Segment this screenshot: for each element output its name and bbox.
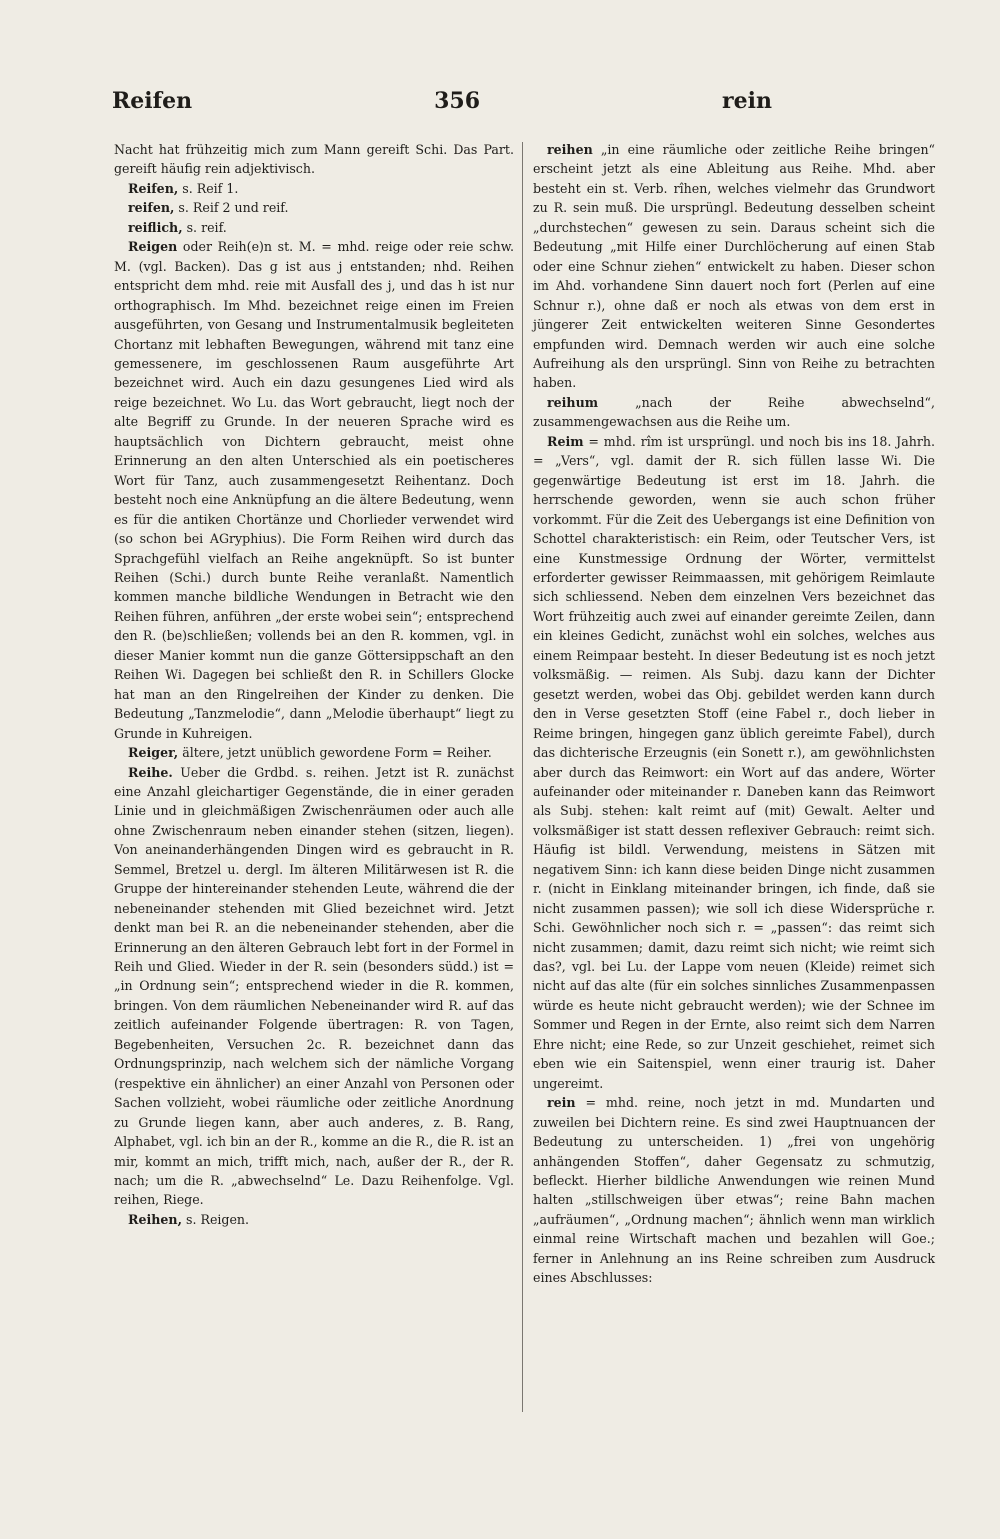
entry-headword: reihen: [547, 142, 593, 157]
entry-text: s. Reigen.: [181, 1211, 250, 1227]
header-left-word: Reifen: [112, 88, 193, 114]
entry-headword: Reihe.: [128, 764, 173, 780]
entry-text: Nacht hat frühzeitig mich zum Mann gereift Schi. Das Part. gereift häufig rein adjektivisch.: [114, 142, 514, 177]
entry-text: s. reif.: [182, 219, 227, 235]
entry-headword: reifen,: [128, 200, 175, 216]
entry-text: s. Reif 2 und reif.: [174, 200, 289, 216]
page-header: [112, 88, 772, 122]
entry: [114, 237, 514, 743]
entry-headword: reiflich,: [128, 219, 183, 235]
entry-headword: reihum: [547, 394, 599, 410]
entry: [114, 1210, 514, 1229]
column-divider: [522, 142, 523, 1412]
entry: [533, 1093, 935, 1288]
entry: [114, 763, 514, 1210]
entry: [114, 179, 514, 198]
entry: [114, 198, 514, 217]
entry-headword: Reiger,: [128, 745, 179, 761]
page-number: 356: [434, 88, 481, 114]
entry: [533, 140, 935, 393]
entry-headword: Reifen,: [128, 180, 179, 196]
entry-text: Ueber die Grdbd. s. reihen. Jetzt ist R. zunächst eine Anzahl gleichartiger Gegenstände, die in einer geraden Linie und in gleichmäßigen Zwischenräumen oder auch alle ohne Zwischenraum neben einander stehen (sitzen, liegen). Von aneinanderhängenden Dingen wird es gebraucht in R. Semmel, Bretzel u. dergl. Im älteren Militärwesen ist R. die Gruppe der hintereinander stehenden Leute, während die der nebeneinander stehenden mit Glied bezeichnet wird. Jetzt denkt man bei R. an die nebeneinander stehenden, aber die Erinnerung an den älteren Gebrauch lebt fort in der Formel in Reih und Glied. Wieder in der R. sein (besonders südd.) ist = „in Ordnung sein“; entsprechend wieder in die R. kommen, bringen. Von dem räumlichen Nebeneinander wird R. auf das zeitlich aufeinander Folgende übertragen: R. von Tagen, Begebenheiten, Versuchen 2c. R. bezeichnet dann das Ordnungsprinzip, nach welchem sich der nämliche Vorgang (respektive ein ähnlicher) an einer Anzahl von Personen oder Sachen vollzieht, wobei räumliche oder zeitliche Anordnung zu Grunde liegen kann, aber auch anderes, z. B. Rang, Alphabet, vgl. ich bin an der R., komme an die R., die R. ist an mir, kommt an mich, trifft mich, nach, außer der R., der R. nach; um die R. „abwechselnd“ Le. Dazu Reihenfolge. Vgl. reihen, Riege.: [114, 764, 514, 1208]
entry-text: s. Reif 1.: [178, 180, 239, 196]
entry-headword: Reihen,: [128, 1211, 182, 1227]
entry-text: „nach der Reihe abwechselnd“, zusammengewachsen aus die Reihe um.: [533, 394, 935, 430]
entry-text: „in eine räumliche oder zeitliche Reihe bringen“ erscheint jetzt als eine Ableitung aus Reihe. Mhd. aber besteht ein st. Verb. rîhen, welches vielmehr das Grundwort zu R. sein muß. Die ursprüngl. Bedeutung desselben scheint „durchstechen“ gewesen zu sein. Daraus scheint sich die Bedeutung „mit Hilfe einer Durchlöcherung auf einen Stab oder eine Schnur ziehen“ entwickelt zu haben. Dieser schon im Ahd. vorhandene Sinn dauert noch fort (Perlen auf eine Schnur r.), ohne daß er noch als etwas von dem erst in jüngerer Zeit entwickelten weiteren Sinne Gesondertes empfunden wird. Demnach werden wir auch eine solche Aufreihung als den ursprüngl. Sinn von Reihe zu betrachten haben.: [533, 142, 935, 391]
header-right-word: rein: [722, 88, 772, 114]
entry-text: oder Reih(e)n st. M. = mhd. reige oder reie schw. M. (vgl. Backen). Das g ist aus j entstanden; nhd. Reihen entspricht dem mhd. reie mit Ausfall des j, und das h ist nur orthographisch. Im Mhd. bezeichnet reige einen im Freien ausgeführten, von Gesang und Instrumentalmusik begleiteten Chortanz mit lebhaften Bewegungen, während mit tanz eine gemessenere, im geschlossenen Raum ausgeführte Art bezeichnet wird. Auch ein dazu gesungenes Lied wird als reige bezeichnet. Wo Lu. das Wort gebraucht, liegt noch der alte Begriff zu Grunde. In der neueren Sprache wird es hauptsächlich von Dichtern gebraucht, meist ohne Erinnerung an den alten Unterschied als ein poetischeres Wort für Tanz, auch zusammengesetzt Reihentanz. Doch besteht noch eine Anknüpfung an die ältere Bedeutung, wenn es für die antiken Chortänze und Chorlieder verwendet wird (so schon bei AGryphius). Die Form Reihen wird durch das Sprachgefühl vielfach an Reihe angeknüpft. So ist bunter Reihen (Schi.) durch bunte Reihe veranlaßt. Namentlich kommen manche bildliche Wendungen in Betracht wie den Reihen führen, anführen „der erste wobei sein“; entsprechend den R. (be)schließen; vollends bei an den R. kommen, vgl. in dieser Manier kommt nun die ganze Göttersippschaft an den Reihen Wi. Dagegen bei schließt den R. in Schillers Glocke hat man an den Ringelreihen der Kinder zu denken. Die Bedeutung „Tanzmelodie“, dann „Melodie überhaupt“ liegt zu Grunde in Kuhreigen.: [114, 239, 514, 741]
entry: [114, 218, 514, 237]
entry: [533, 393, 935, 432]
left-column: [114, 140, 514, 1229]
entry-continuation: [114, 140, 514, 179]
entry: [533, 432, 935, 1093]
entry-headword: rein: [547, 1095, 576, 1111]
entry-headword: Reim: [547, 433, 584, 449]
entry: [114, 743, 514, 762]
entry-text: = mhd. rîm ist ursprüngl. und noch bis ins 18. Jahrh. = „Vers“, vgl. damit der R. sich füllen lasse Wi. Die gegenwärtige Bedeutung ist erst im 18. Jahrh. die herrschende geworden, wenn sie auch schon früher vorkommt. Für die Zeit des Uebergangs ist eine Definition von Schottel charakteristisch: ein Reim, oder Teutscher Vers, ist eine Kunstmessige Ordnung der Wörter, vermittelst erforderter gewisser Reimmaassen, mit gehörigem Reimlaute sich schliessend. Neben dem einzelnen Vers bezeichnet das Wort frühzeitig auch zwei auf einander gereimte Zeilen, dann ein kleines Gedicht, zunächst wohl ein solches, welches aus einem Reimpaar besteht. In dieser Bedeutung ist es noch jetzt volksmäßig. — reimen. Als Subj. dazu kann der Dichter gesetzt werden, wobei das Obj. gebildet werden kann durch den in Verse gesetzten Stoff (eine Fabel r., doch lieber in Reime bringen, hingegen ganz üblich gereimte Fabel), durch das dichterische Erzeugnis (ein Sonett r.), am gewöhnlichsten aber durch das Reimwort: ein Wort auf das andere, Wörter aufeinander oder miteinander r. Daneben kann das Reimwort als Subj. stehen: kalt reimt auf (mit) Gewalt. Aelter und volksmäßiger ist statt dessen reflexiver Gebrauch: reimt sich. Häufig ist bildl. Verwendung, meistens in Sätzen mit negativem Sinn: ich kann diese beiden Dinge nicht zusammen r. (nicht in Einklang miteinander bringen, ich finde, daß sie nicht zusammen passen); wie soll ich diese Widersprüche r. Schi. Gewöhnlicher noch sich r. = „passen“: das reimt sich nicht zusammen; damit, dazu reimt sich nicht; wie reimt sich das?, vgl. bei Lu. der Lappe vom neuen (Kleide) reimet sich nicht auf das alte (für ein solches sinnliches Zusammenpassen würde es heute nicht gebraucht werden); wie der Schnee im Sommer und Regen in der Ernte, also reimt sich dem Narren Ehre nicht; eine Rede, so zur Unzeit geschiehet, reimet sich eben wie ein Saitenspiel, wenn einer traurig ist. Daher ungereimt.: [533, 433, 935, 1091]
entry-headword: Reigen: [128, 239, 178, 255]
entry-text: = mhd. reine, noch jetzt in md. Mundarten und zuweilen bei Dichtern reine. Es sind zwei Hauptnuancen der Bedeutung zu unterscheiden. 1) „frei von ungehörig anhängenden Stoffen“, daher Gegensatz zu schmutzig, befleckt. Hierher bildliche Anwendungen wie reinen Mund halten „stillschweigen über etwas“; reine Bahn machen „aufräumen“, „Ordnung machen“; ähnlich wenn man wirklich einmal reine Wirtschaft machen und bezahlen will Goe.; ferner in Anlehnung an ins Reine schreiben zum Ausdruck eines Abschlusses:: [533, 1095, 935, 1286]
entry-text: ältere, jetzt unüblich gewordene Form = Reiher.: [178, 745, 492, 761]
right-column: [533, 140, 935, 1288]
